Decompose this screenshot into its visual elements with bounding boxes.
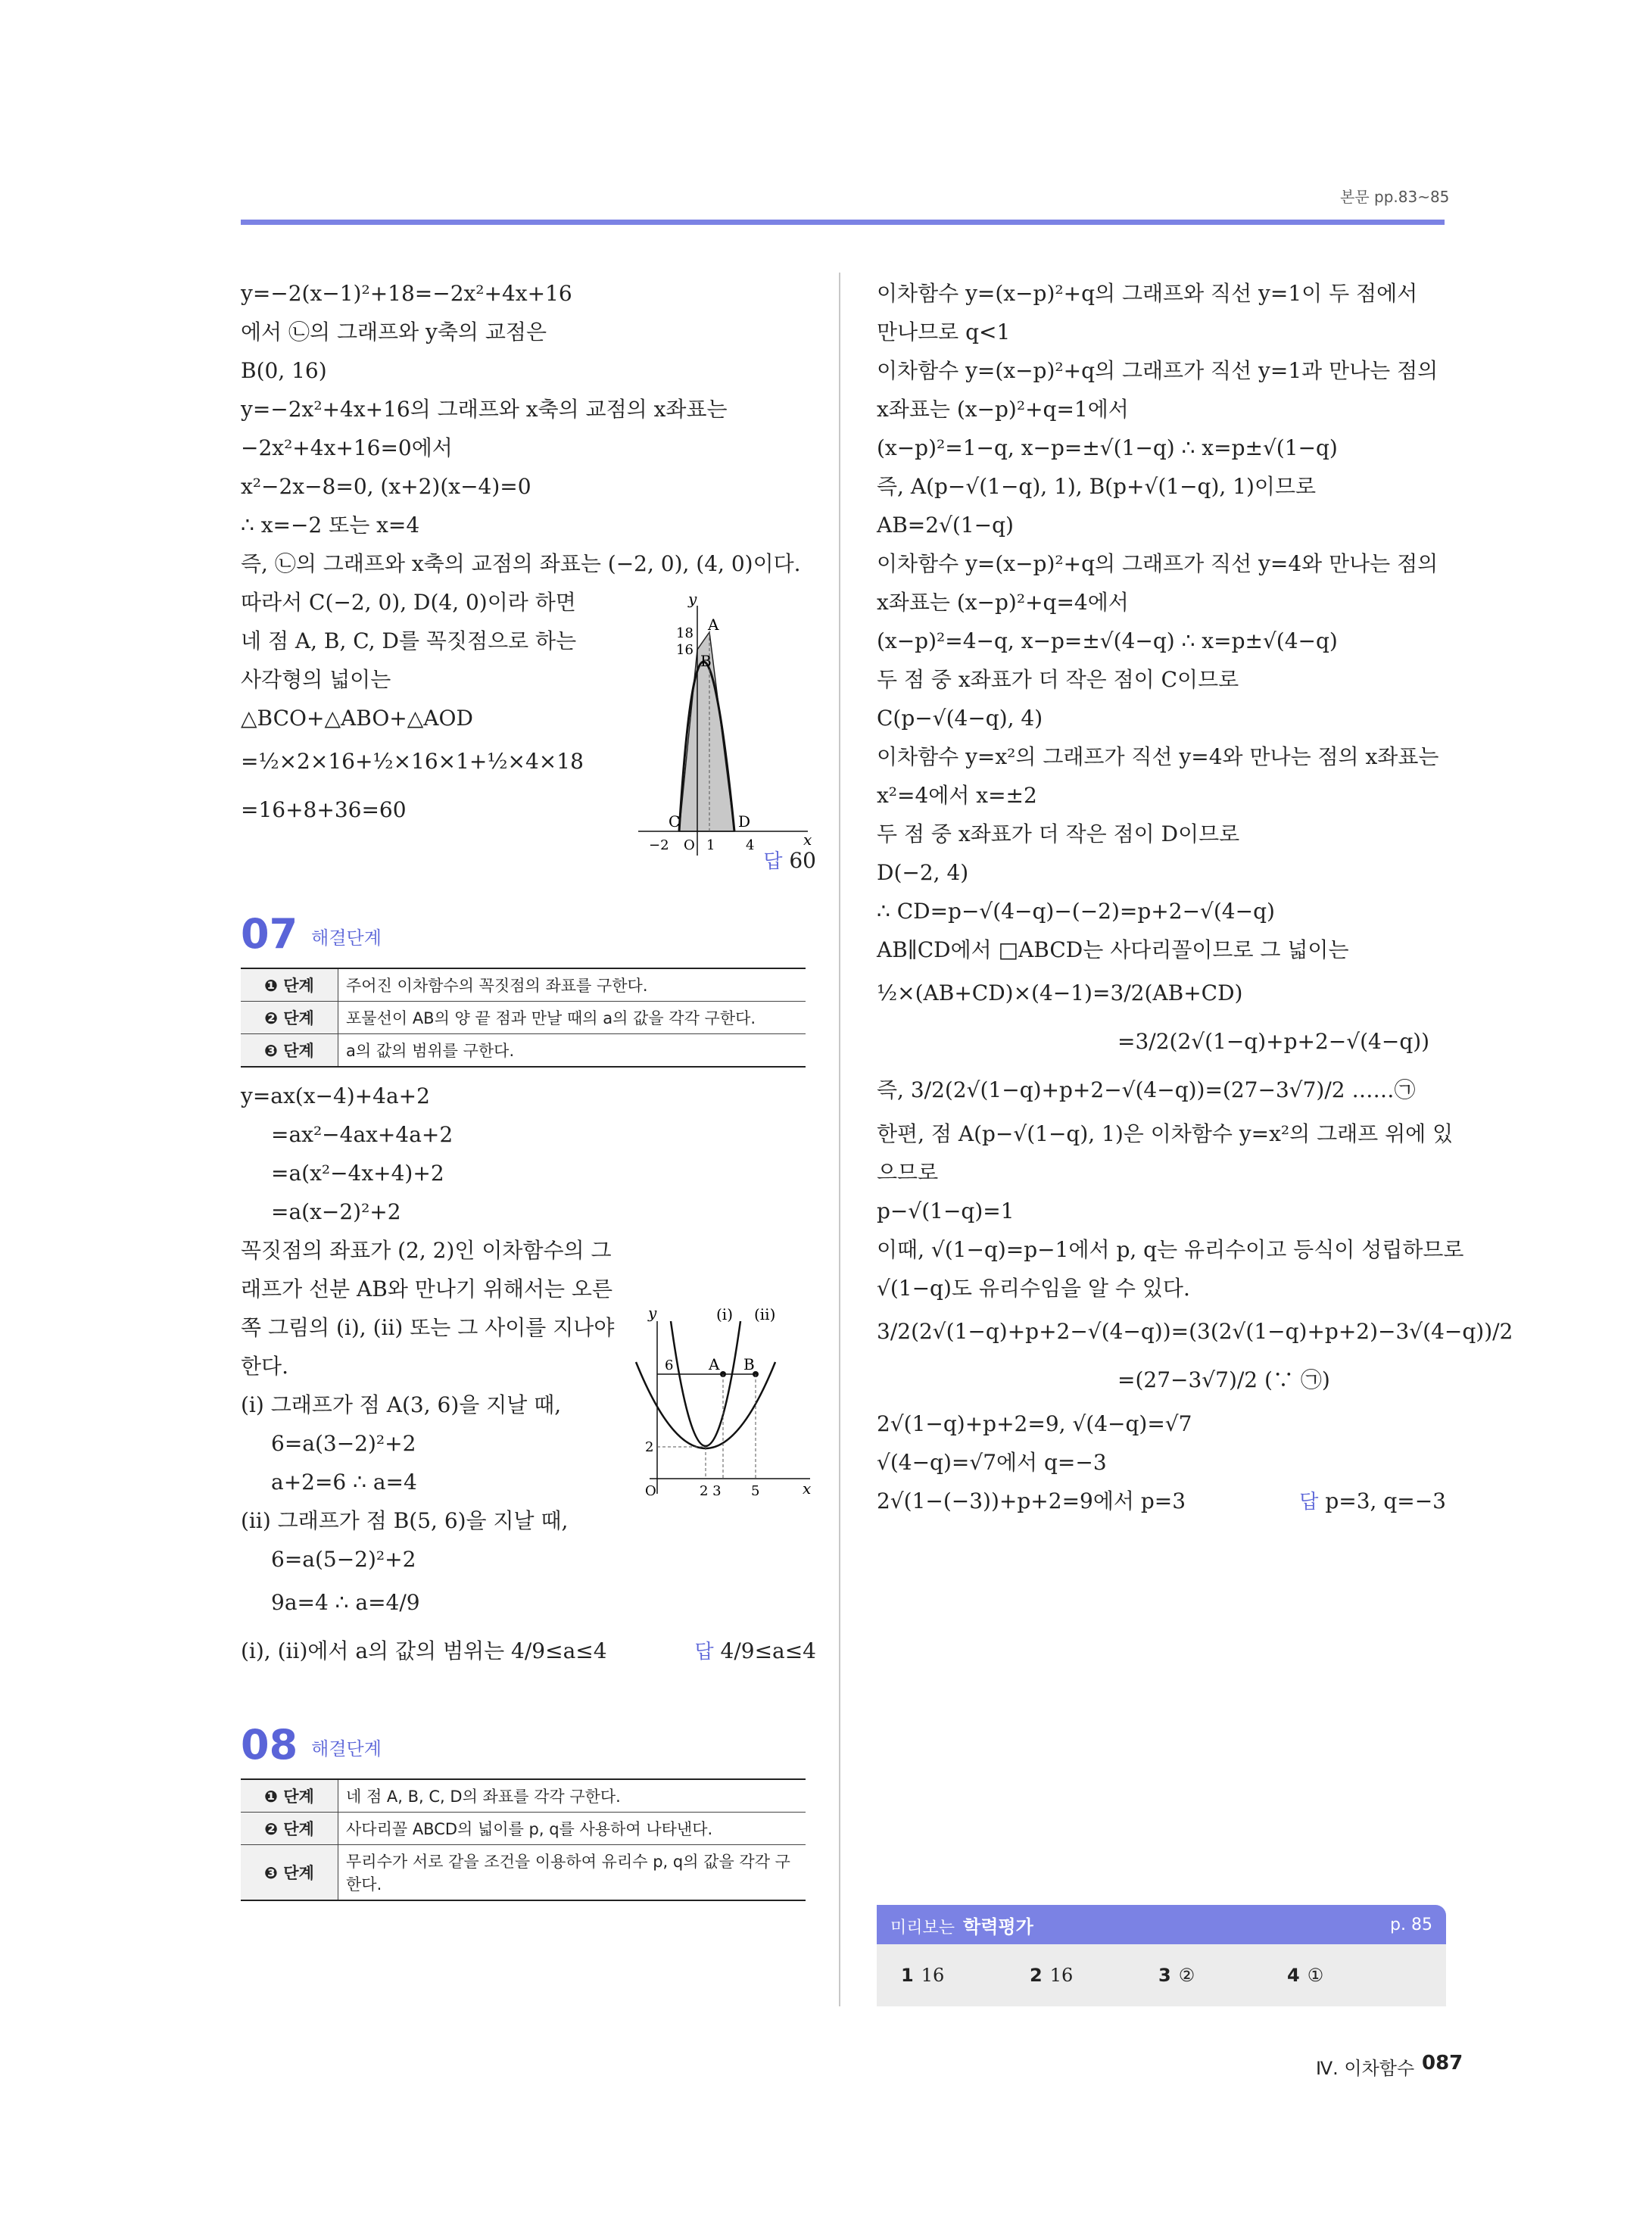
- answer-label: 답: [763, 850, 783, 873]
- step-number: ❸ 단계: [241, 1845, 338, 1901]
- curve-label-ii: (ⅱ): [754, 1306, 776, 1323]
- answer-item: [1158, 1965, 1287, 1986]
- page-number: 087: [1422, 2052, 1463, 2074]
- step-number: ❶ 단계: [241, 968, 338, 1002]
- steps-table-08: [241, 1778, 806, 1901]
- table-row: [241, 968, 806, 1002]
- solution-text: (ⅰ), (ⅱ)에서 a의 값의 범위는 4/9≤a≤4: [241, 1638, 607, 1663]
- solution-line: ∴ x=−2 또는 x=4: [241, 513, 420, 538]
- tick-label: 4: [746, 837, 755, 853]
- y-axis-label: y: [688, 591, 697, 608]
- solution-line: 쪽 그림의 (ⅰ), (ⅱ) 또는 그 사이를 지나야: [241, 1315, 615, 1340]
- answer-value: ②: [1178, 1965, 1195, 1986]
- solution-line: 3/2(2√(1−q)+p+2−√(4−q))=(3(2√(1−q)+p+2)−3√(4−q))/2: [877, 1319, 1513, 1344]
- solution-line: y=−2(x−1)²+18=−2x²+4x+16: [241, 281, 572, 306]
- footer-chapter: Ⅳ. 이차함수: [1316, 2058, 1415, 2079]
- curve-label-i: (ⅰ): [716, 1306, 734, 1323]
- solution-line: x좌표는 (x−p)²+q=1에서: [877, 397, 1129, 422]
- solution-line: =a(x−2)²+2: [271, 1199, 401, 1224]
- page-reference: 본문 pp.83~85: [1340, 188, 1450, 206]
- steps-table-07: [241, 968, 806, 1068]
- answer-value: ①: [1307, 1965, 1324, 1986]
- table-row: [241, 1813, 806, 1845]
- solution-line: 즉, 3/2(2√(1−q)+p+2−√(4−q))=(27−3√7)/2 ……㉠: [877, 1077, 1416, 1102]
- answer-08: [1299, 1482, 1446, 1522]
- solution-line: 즉, A(p−√(1−q), 1), B(p+√(1−q), 1)이므로: [877, 474, 1317, 499]
- y-axis-label: y: [648, 1306, 657, 1322]
- solution-line: 꼭짓점의 좌표가 (2, 2)인 이차함수의 그: [241, 1238, 612, 1263]
- solution-line: 6=a(5−2)²+2: [271, 1547, 416, 1572]
- solution-line: (x−p)²=4−q, x−p=±√(4−q) ∴ x=p±√(4−q): [877, 628, 1338, 653]
- table-row: [241, 1845, 806, 1901]
- preview-assessment-box: [877, 1905, 1446, 2006]
- right-column: [877, 274, 1513, 1520]
- solution-line: y=ax(x−4)+4a+2: [241, 1083, 430, 1108]
- solution-text: 2√(1−(−3))+p+2=9에서 p=3: [877, 1488, 1186, 1513]
- solution-line: ½×(AB+CD)×(4−1)=3/2(AB+CD): [877, 980, 1243, 1005]
- answer-item: [901, 1965, 1030, 1986]
- answer-value: 4/9≤a≤4: [720, 1638, 816, 1663]
- step-text: 무리수가 서로 같을 조건을 이용하여 유리수 p, q의 값을 각각 구한다.: [338, 1845, 806, 1901]
- tick-label: −2: [649, 837, 669, 853]
- header-rule: [241, 220, 1445, 225]
- solution-line: 에서 ㉡의 그래프와 y축의 교점은: [241, 320, 547, 344]
- preview-header: [877, 1905, 1446, 1944]
- tick-label: 2 3: [700, 1483, 722, 1499]
- solution-line: =ax²−4ax+4a+2: [271, 1122, 454, 1147]
- step-text: 포물선이 AB의 양 끝 점과 만날 때의 a의 값을 각각 구한다.: [338, 1002, 806, 1034]
- section-label: 해결단계: [311, 927, 382, 949]
- step-text: a의 값의 범위를 구한다.: [338, 1034, 806, 1068]
- point-label-d: D: [738, 812, 751, 831]
- section-08-title: [241, 1713, 816, 1769]
- answer-item: [1030, 1965, 1158, 1986]
- solution-line: 9a=4 ∴ a=4/9: [271, 1590, 420, 1615]
- solution-line: (ⅱ) 그래프가 점 B(5, 6)을 지날 때,: [241, 1508, 569, 1533]
- section-07-title: [241, 902, 816, 958]
- solution-line: =½×2×16+½×16×1+½×4×18: [241, 749, 584, 774]
- point-label-b: B: [743, 1355, 755, 1373]
- tick-label: 16: [676, 642, 694, 658]
- step-number: ❸ 단계: [241, 1034, 338, 1068]
- section-number: 07: [241, 910, 298, 958]
- solution-line: =16+8+36=60: [241, 797, 407, 822]
- x-axis-label: x: [803, 1479, 812, 1498]
- preview-title: [890, 1912, 1033, 1938]
- solution-line: D(−2, 4): [877, 860, 969, 885]
- answer-label: 답: [694, 1641, 714, 1663]
- step-text: 네 점 A, B, C, D의 좌표를 각각 구한다.: [338, 1779, 806, 1813]
- answer-number: 1: [901, 1965, 914, 1986]
- solution-line: △BCO+△ABO+△AOD: [241, 706, 473, 731]
- step-number: ❷ 단계: [241, 1813, 338, 1845]
- answer-value: 16: [921, 1965, 945, 1986]
- preview-title-prefix: 미리보는: [890, 1918, 955, 1937]
- solution-line: AB=2√(1−q): [877, 513, 1014, 538]
- step-number: ❷ 단계: [241, 1002, 338, 1034]
- solution-line: 따라서 C(−2, 0), D(4, 0)이라 하면: [241, 590, 576, 615]
- answer-number: 4: [1287, 1965, 1300, 1986]
- solution-line: 이때, √(1−q)=p−1에서 p, q는 유리수이고 등식이 성립하므로: [877, 1237, 1464, 1262]
- answer-07: [694, 1627, 816, 1676]
- step-number: ❶ 단계: [241, 1779, 338, 1813]
- origin-label: O: [645, 1483, 656, 1499]
- table-row: [241, 1779, 806, 1813]
- tick-label: 5: [751, 1483, 760, 1499]
- solution-line: 6=a(3−2)²+2: [271, 1431, 416, 1456]
- solution-line: 네 점 A, B, C, D를 꼭짓점으로 하는: [241, 628, 577, 653]
- preview-page-ref: p. 85: [1390, 1915, 1432, 1934]
- solution-line: p−√(1−q)=1: [877, 1199, 1015, 1223]
- answer-label: 답: [1299, 1491, 1319, 1513]
- solution-line: 으므로: [877, 1160, 939, 1185]
- solution-line: x²−2x−8=0, (x+2)(x−4)=0: [241, 474, 531, 499]
- solution-line: 이차함수 y=(x−p)²+q의 그래프가 직선 y=4와 만나는 점의: [877, 551, 1438, 576]
- solution-line: 한편, 점 A(p−√(1−q), 1)은 이차함수 y=x²의 그래프 위에 있: [877, 1121, 1454, 1146]
- step-text: 사다리꼴 ABCD의 넓이를 p, q를 사용하여 나타낸다.: [338, 1813, 806, 1845]
- answer-value: 16: [1049, 1965, 1074, 1986]
- preview-answers: [877, 1944, 1446, 2006]
- solution-line: AB∥CD에서 □ABCD는 사다리꼴이므로 그 넓이는: [877, 937, 1349, 962]
- solution-line: 만나므로 q<1: [877, 320, 1011, 344]
- solution-line: 래프가 선분 AB와 만나기 위해서는 오른: [241, 1276, 613, 1301]
- table-row: [241, 1034, 806, 1068]
- preview-title-main: 학력평가: [963, 1915, 1033, 1937]
- solution-line: B(0, 16): [241, 358, 327, 383]
- solution-line: −2x²+4x+16=0에서: [241, 435, 453, 460]
- solution-line: 이차함수 y=(x−p)²+q의 그래프가 직선 y=1과 만나는 점의: [877, 358, 1438, 383]
- answer-number: 2: [1030, 1965, 1043, 1986]
- solution-line: 두 점 중 x좌표가 더 작은 점이 D이므로: [877, 821, 1240, 846]
- solution-line: =(27−3√7)/2 (∵ ㉠): [1117, 1367, 1330, 1392]
- answer-value: 60: [789, 848, 816, 873]
- x-axis-label: x: [803, 831, 812, 849]
- solution-line: =3/2(2√(1−q)+p+2−√(4−q)): [1117, 1029, 1430, 1054]
- origin-label: O: [684, 837, 695, 853]
- solution-line: 한다.: [241, 1354, 288, 1379]
- step-text: 주어진 이차함수의 꼭짓점의 좌표를 구한다.: [338, 968, 806, 1002]
- table-row: [241, 1002, 806, 1034]
- solution-line: √(1−q)도 유리수임을 알 수 있다.: [877, 1276, 1190, 1301]
- solution-line: C(p−√(4−q), 4): [877, 706, 1043, 731]
- solution-line: 사각형의 넓이는: [241, 667, 391, 692]
- solution-line: a+2=6 ∴ a=4: [271, 1470, 417, 1495]
- solution-line: =a(x²−4x+4)+2: [271, 1161, 444, 1186]
- solution-line: x좌표는 (x−p)²+q=4에서: [877, 590, 1129, 615]
- parabola-i: [671, 1321, 740, 1446]
- solution-line: (ⅰ) 그래프가 점 A(3, 6)을 지날 때,: [241, 1392, 562, 1417]
- point-label-c: C: [669, 812, 681, 831]
- left-column: [241, 274, 816, 1910]
- solution-line: √(4−q)=√7에서 q=−3: [877, 1450, 1107, 1475]
- column-divider: [839, 273, 840, 2006]
- solution-line: x²=4에서 x=±2: [877, 783, 1037, 808]
- tick-label: 18: [676, 625, 694, 641]
- tick-label: 2: [645, 1439, 654, 1455]
- answer-number: 3: [1158, 1965, 1171, 1986]
- section-number: 08: [241, 1721, 298, 1769]
- solution-line: 이차함수 y=(x−p)²+q의 그래프와 직선 y=1이 두 점에서: [877, 281, 1418, 306]
- answer-item: [1287, 1965, 1416, 1986]
- solution-line: 2√(1−q)+p+2=9, √(4−q)=√7: [877, 1411, 1192, 1436]
- point-label-b: B: [700, 652, 712, 670]
- tick-label: 1: [706, 837, 715, 853]
- solution-line: [877, 1482, 1446, 1520]
- solution-line: 즉, ㉡의 그래프와 x축의 교점의 좌표는 (−2, 0), (4, 0)이다.: [241, 551, 801, 576]
- point-label-a: A: [708, 616, 719, 634]
- solution-line: y=−2x²+4x+16의 그래프와 x축의 교점의 x좌표는: [241, 397, 728, 422]
- solution-line: 이차함수 y=x²의 그래프가 직선 y=4와 만나는 점의 x좌표는: [877, 744, 1439, 769]
- solution-line: (x−p)²=1−q, x−p=±√(1−q) ∴ x=p±√(1−q): [877, 435, 1338, 460]
- section-label: 해결단계: [311, 1738, 382, 1760]
- solution-line: ∴ CD=p−√(4−q)−(−2)=p+2−√(4−q): [877, 899, 1275, 924]
- tick-label: 6: [665, 1358, 674, 1373]
- solution-line: [241, 1627, 816, 1675]
- parabola-figure-06: [632, 591, 814, 856]
- answer-value: p=3, q=−3: [1325, 1488, 1446, 1513]
- solution-line: 두 점 중 x좌표가 더 작은 점이 C이므로: [877, 667, 1239, 692]
- point-label-a: A: [709, 1355, 720, 1373]
- parabola-figure-07: [634, 1306, 816, 1503]
